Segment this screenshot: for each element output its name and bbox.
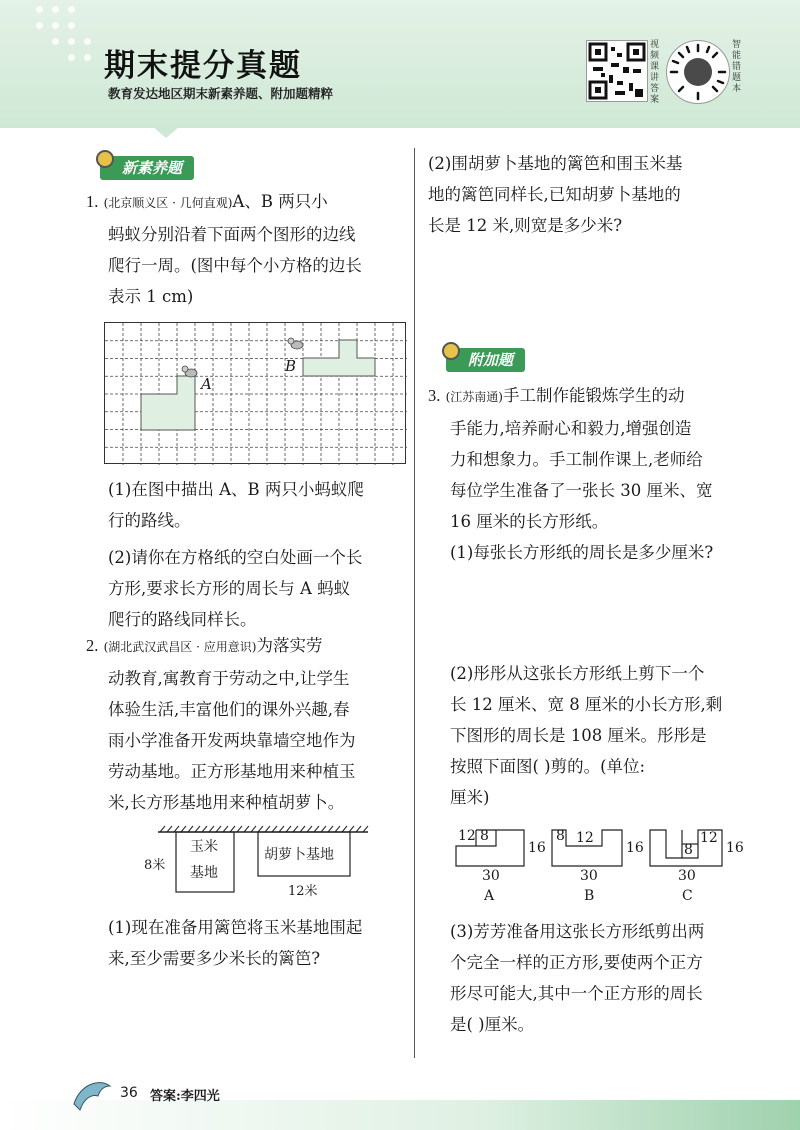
question-text: 劳动基地。正方形基地用来种植玉 xyxy=(108,762,356,781)
dimension-label: 12米 xyxy=(288,884,318,899)
ant-a-icon xyxy=(182,366,197,377)
mini-program-code-icon[interactable] xyxy=(666,40,730,104)
subquestion-text: (3)芳芳准备用这张长方形纸剪出两 xyxy=(450,922,705,941)
ant-a-label: A xyxy=(201,375,212,393)
ant-b-label: B xyxy=(285,357,297,375)
dimension-label: 30 xyxy=(482,868,500,884)
question-2 xyxy=(86,630,406,818)
header-band xyxy=(0,0,800,128)
qr2-label: 智能错题本 xyxy=(732,40,742,94)
subquestion-text: (2)请你在方格纸的空白处画一个长 xyxy=(108,548,363,567)
question-text: 蚂蚁分别沿着下面两个图形的边线 xyxy=(108,225,356,244)
option-c-label: C xyxy=(682,888,693,904)
subquestion-text: 形尽可能大,其中一个正方形的周长 xyxy=(450,984,703,1003)
subquestion-text: (1)每张长方形纸的周长是多少厘米? xyxy=(450,543,714,562)
option-b-label: B xyxy=(584,888,595,904)
dimension-label: 8 xyxy=(684,842,693,858)
subquestion-text: 长 12 厘米、宽 8 厘米的小长方形,剩 xyxy=(450,695,723,714)
question-text: 雨小学准备开发两块靠墙空地作为 xyxy=(108,731,356,750)
question-text: 表示 1 cm) xyxy=(108,287,194,306)
section-tag-new xyxy=(100,156,194,180)
answer-hint: 答案:李四光 xyxy=(150,1089,220,1104)
question-source: (江苏南通) xyxy=(445,390,503,404)
section-tag-extra xyxy=(446,348,525,372)
question-text: 力和想象力。手工制作课上,老师给 xyxy=(450,450,703,469)
carrot-label: 胡萝卜基地 xyxy=(264,847,334,863)
question-number: 1. xyxy=(86,192,99,211)
footer-strip xyxy=(0,1100,800,1130)
question-text: A、B 两只小 xyxy=(232,192,328,211)
dimension-label: 16 xyxy=(726,840,744,856)
subquestion-text: 来,至少需要多少米长的篱笆? xyxy=(108,949,321,968)
question-1-parts xyxy=(108,474,408,635)
section-tag-label: 附加题 xyxy=(468,351,514,369)
question-text: 手能力,培养耐心和毅力,增强创造 xyxy=(450,419,692,438)
question-3-part2 xyxy=(450,658,780,813)
subquestion-text: 行的路线。 xyxy=(108,511,191,530)
question-text: 爬行一周。(图中每个小方格的边长 xyxy=(108,256,362,275)
subquestion-text: (2)围胡萝卜基地的篱笆和围玉米基 xyxy=(428,154,683,173)
subquestion-text: 爬行的路线同样长。 xyxy=(108,610,257,629)
shape-a xyxy=(141,376,195,430)
question-source: (北京顺义区 · 几何直观) xyxy=(103,196,233,210)
square-grid-figure[interactable] xyxy=(104,322,406,464)
subquestion-text: 按照下面图( )剪的。(单位: xyxy=(450,757,646,776)
question-text: 体验生活,丰富他们的课外兴趣,春 xyxy=(108,700,350,719)
dolphin-icon xyxy=(70,1074,114,1114)
dimension-label: 30 xyxy=(678,868,696,884)
question-text: 为落实劳 xyxy=(256,636,323,655)
cut-options-figure xyxy=(452,826,752,908)
garden-figure xyxy=(140,824,380,904)
dimension-label: 12 xyxy=(458,828,476,844)
subquestion-text: 个完全一样的正方形,要使两个正方 xyxy=(450,953,703,972)
question-text: 16 厘米的长方形纸。 xyxy=(450,512,609,531)
dimension-label: 8 xyxy=(556,828,565,844)
dimension-label: 16 xyxy=(528,840,546,856)
dimension-label: 8 xyxy=(480,828,489,844)
question-2-part1 xyxy=(108,912,408,974)
decorative-dots xyxy=(26,0,116,110)
question-text: 每位学生准备了一张长 30 厘米、宽 xyxy=(450,481,713,500)
corn-label: 基地 xyxy=(190,865,218,881)
page-number: 36 xyxy=(120,1085,138,1101)
option-a-label: A xyxy=(484,888,495,904)
shape-b xyxy=(303,340,375,376)
subquestion-text: (2)彤彤从这张长方形纸上剪下一个 xyxy=(450,664,705,683)
section-tag-label: 新素养题 xyxy=(122,159,183,177)
page-title: 期末提分真题 xyxy=(104,48,302,84)
subquestion-text: 厘米) xyxy=(450,788,490,807)
question-text: 手工制作能锻炼学生的动 xyxy=(503,386,685,405)
question-1 xyxy=(86,186,406,312)
qr-code-icon[interactable] xyxy=(586,40,648,102)
question-source: (湖北武汉武昌区 · 应用意识) xyxy=(103,640,257,654)
dimension-label: 12 xyxy=(576,830,594,846)
ant-b-icon xyxy=(288,338,303,349)
subquestion-text: 方形,要求长方形的周长与 A 蚂蚁 xyxy=(108,579,351,598)
question-3-part3 xyxy=(450,916,780,1040)
corn-label: 玉米 xyxy=(190,839,218,855)
dimension-label: 16 xyxy=(626,840,644,856)
question-text: 米,长方形基地用来种植胡萝卜。 xyxy=(108,793,345,812)
subquestion-text: (1)现在准备用篱笆将玉米基地围起 xyxy=(108,918,363,937)
column-divider xyxy=(414,148,415,1058)
subquestion-text: 下图形的周长是 108 厘米。彤彤是 xyxy=(450,726,707,745)
question-2-part2 xyxy=(428,148,768,241)
question-3 xyxy=(428,380,778,568)
subquestion-text: 地的篱笆同样长,已知胡萝卜基地的 xyxy=(428,185,681,204)
subquestion-text: 是( )厘米。 xyxy=(450,1015,535,1034)
medal-icon xyxy=(442,342,460,360)
subquestion-text: 长是 12 米,则宽是多少米? xyxy=(428,216,623,235)
header-pointer xyxy=(152,126,180,138)
dimension-label: 8米 xyxy=(144,858,166,873)
page-subtitle: 教育发达地区期末新素养题、附加题精粹 xyxy=(108,86,334,101)
qr1-label: 视频课讲答案 xyxy=(650,40,660,105)
medal-icon xyxy=(96,150,114,168)
subquestion-text: (1)在图中描出 A、B 两只小蚂蚁爬 xyxy=(108,480,364,499)
question-number: 3. xyxy=(428,386,441,405)
question-text: 动教育,寓教育于劳动之中,让学生 xyxy=(108,669,350,688)
dimension-label: 12 xyxy=(700,830,718,846)
question-number: 2. xyxy=(86,636,99,655)
dimension-label: 30 xyxy=(580,868,598,884)
